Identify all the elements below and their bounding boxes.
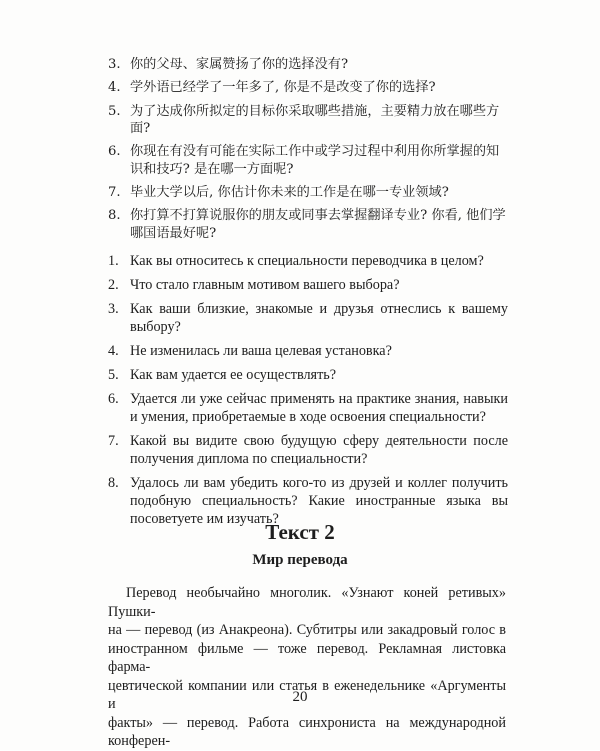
list-item [108,56,508,74]
item-text: 为了达成你所拟定的目标你采取哪些措施，主要精力放在哪些方面? [130,103,500,137]
list-item [108,184,508,202]
item-text: Не изменилась ли ваша целевая установка? [130,343,392,359]
item-number: 3. [108,301,119,317]
item-text: 毕业大学以后, 你估计你未来的工作是在哪一专业领域? [130,185,449,201]
section-title: Мир перевода [252,552,348,568]
item-text: Удалось ли вам убедить кого-то из друзей и коллег получить подобную специальность? Какие иностранные языка вы посоветуете им изучать? [130,475,508,527]
item-number: 6. [108,391,119,407]
list-item [108,390,508,426]
paragraph-line: Перевод необычайно многолик. «Узнают коней ретивых» Пушки- [108,585,506,620]
item-text: 学外语已经学了一年多了, 你是不是改变了你的选择? [130,80,436,96]
item-text: Как вы относитесь к специальности переводчика в целом? [130,253,484,269]
item-number: 7. [108,433,119,449]
item-number: 1. [108,253,119,269]
item-number: 5. [108,367,119,383]
list-item [108,342,508,360]
paragraph-line: факты» — перевод. Работа синхрониста на международной конферен- [108,714,506,749]
item-number: 4. [108,80,121,96]
list-item [108,103,508,138]
item-number: 7. [108,185,121,201]
list-item [108,143,508,178]
item-text: Как вам удается ее осуществлять? [130,367,337,383]
page-number: 20 [292,689,308,705]
item-text: Какой вы видите свою будущую сферу деятельности после получения диплома по специальности? [130,433,508,467]
item-number: 4. [108,343,119,359]
list-item [108,252,508,270]
paragraph-line: на — перевод (из Анакреона). Субтитры или закадровый голос в [108,622,506,638]
item-text: 你现在有没有可能在实际工作中或学习过程中利用你所掌握的知识和技巧? 是在哪一方面呢? [130,144,500,177]
item-text: Что стало главным мотивом вашего выбора? [130,277,400,293]
list-item [108,300,508,336]
list-item [108,79,508,97]
list-item [108,276,508,294]
paragraph-line: иностранном фильме — тоже перевод. Рекламная листовка фарма- [108,640,506,675]
list-item [108,207,508,242]
list-item [108,366,508,384]
body-paragraph [108,584,506,751]
item-number: 8. [108,475,119,491]
item-text: 你打算不打算说服你的朋友或同事去掌握翻译专业? 你看, 他们学哪国语最好呢? [130,208,506,241]
item-number: 3. [108,57,121,72]
chinese-question-list [108,56,508,248]
russian-question-list [108,252,508,534]
list-item [108,432,508,468]
item-number: 6. [108,144,121,160]
text-title: Текст 2 [265,520,335,544]
item-text: Удается ли уже сейчас применять на практике знания, навыки и умения, приобретаемые в ходе освоения специальности? [130,391,508,425]
item-number: 8. [108,208,121,224]
item-number: 2. [108,277,119,293]
item-text: Как ваши близкие, знакомые и друзья отнеслись к вашему выбору? [130,301,508,335]
item-text: 你的父母、家属赞扬了你的选择没有? [130,57,349,72]
paragraph-line: цевтической компании или статья в еженедельнике «Аргументы и [108,677,506,712]
item-number: 5. [108,103,121,119]
